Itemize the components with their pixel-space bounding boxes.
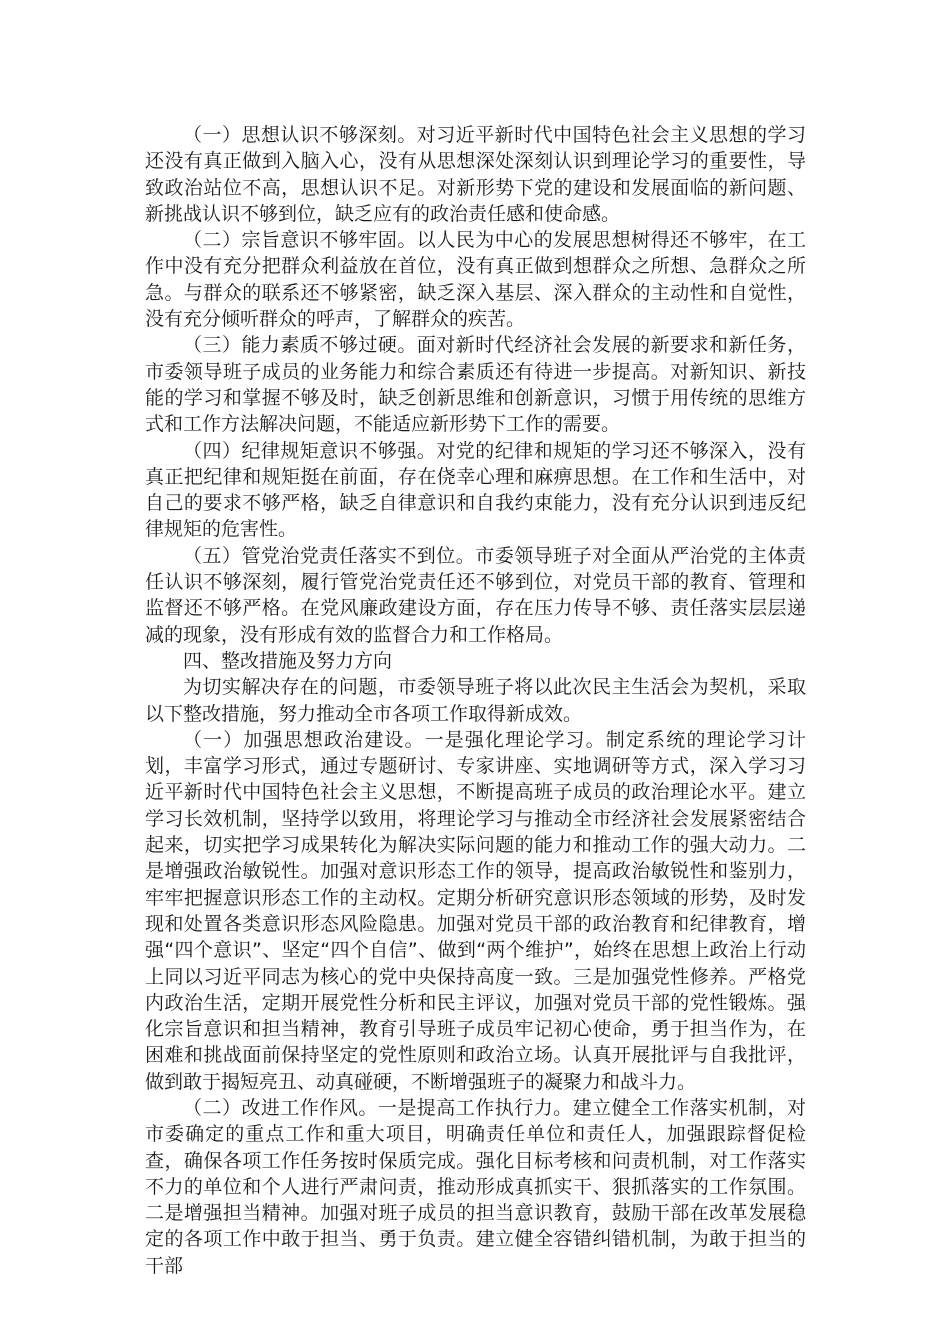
paragraph-issue-1: （一）思想认识不够深刻。对习近平新时代中国特色社会主义思想的学习还没有真正做到入脑入心，没有从思想深处深刻认识到理论学习的重要性，导致政治站位不高，思想认识不足。对新形势下党的建设和发展面临的新问题、新挑战认识不够到位，缺乏应有的政治责任感和使命感。 (145, 124, 806, 225)
paragraph-issue-5: （五）管党治党责任落实不到位。市委领导班子对全面从严治党的主体责任认识不够深刻，履行管党治党责任还不够到位，对党员干部的教育、管理和监督还不够严格。在党风廉政建设方面，存在压力传导不够、责任落实层层递减的现象，没有形成有效的监督合力和工作格局。 (145, 544, 806, 646)
section-heading: 四、整改措施及努力方向 (183, 649, 393, 672)
paragraph-measure-2: （二）改进工作作风。一是提高工作执行力。建立健全工作落实机制，对市委确定的重点工作和重大项目，明确责任单位和责任人，加强跟踪督促检查，确保各项工作任务按时保质完成。强化目标考核和问责机制，对工作落实不力的单位和个人进行严肃问责，推动形成真抓实干、狠抓落实的工作氛围。二是增强担当精神。加强对班子成员的担当意识教育，鼓励干部在改革发展稳定的各项工作中敢于担当、勇于负责。建立健全容错纠错机制，为敢于担当的干部 (145, 1096, 806, 1277)
document-body (145, 122, 806, 1279)
paragraph-measure-1: （一）加强思想政治建设。一是强化理论学习。制定系统的理论学习计划，丰富学习形式，通过专题研讨、专家讲座、实地调研等方式，深入学习习近平新时代中国特色社会主义思想，不断提高班子成员的政治理论水平。建立学习长效机制，坚持学以致用，将理论学习与推动全市经济社会发展紧密结合起来，切实把学习成果转化为解决实际问题的能力和推动工作的强大动力。二是增强政治敏锐性。加强对意识形态工作的领导，提高政治敏锐性和鉴别力，牢牢把握意识形态工作的主动权。定期分析研究意识形态领域的形势，及时发现和处置各类意识形态风险隐患。加强对党员干部的政治教育和纪律教育，增强“四个意识”、坚定“四个自信”、做到“两个维护”，始终在思想上政治上行动上同以习近平同志为核心的党中央保持高度一致。三是加强党性修养。严格党内政治生活，定期开展党性分析和民主评议，加强对党员干部的党性锻炼。强化宗旨意识和担当精神，教育引导班子成员牢记初心使命，勇于担当作为，在困难和挑战面前保持坚定的党性原则和政治立场。认真开展批评与自我批评，做到敢于揭短亮丑、动真碰硬，不断增强班子的凝聚力和战斗力。 (145, 728, 806, 1093)
paragraph-intro: 为切实解决存在的问题，市委领导班子将以此次民主生活会为契机，采取以下整改措施，努力推动全市各项工作取得新成效。 (145, 676, 806, 725)
paragraph-issue-4: （四）纪律规矩意识不够强。对党的纪律和规矩的学习还不够深入，没有真正把纪律和规矩挺在前面，存在侥幸心理和麻痹思想。在工作和生活中，对自己的要求不够严格，缺乏自律意识和自我约束能力，没有充分认识到违反纪律规矩的危害性。 (145, 439, 806, 541)
paragraph-issue-2: （二）宗旨意识不够牢固。以人民为中心的发展思想树得还不够牢，在工作中没有充分把群众利益放在首位，没有真正做到想群众之所想、急群众之所急。与群众的联系还不够紧密，缺乏深入基层、深入群众的主动性和自觉性，没有充分倾听群众的呼声，了解群众的疾苦。 (145, 229, 806, 331)
paragraph-issue-3: （三）能力素质不够过硬。面对新时代经济社会发展的新要求和新任务，市委领导班子成员的业务能力和综合素质还有待进一步提高。对新知识、新技能的学习和掌握不够及时，缺乏创新思维和创新意识，习惯于用传统的思维方式和工作方法解决问题，不能适应新形势下工作的需要。 (145, 334, 806, 436)
